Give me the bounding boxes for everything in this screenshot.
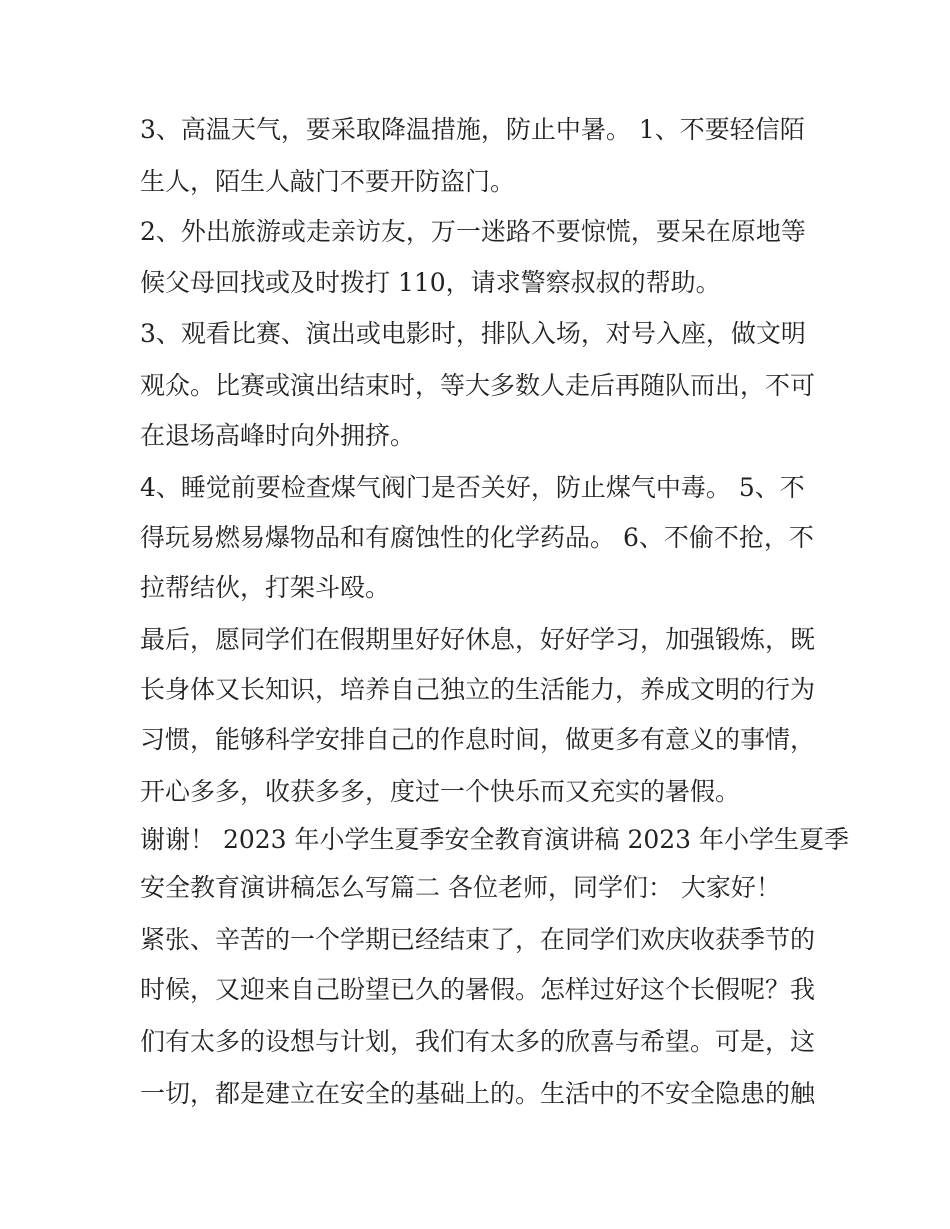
text-line: 拉帮结伙，打架斗殴。	[140, 573, 391, 602]
text-line: 一切，都是建立在安全的基础上的。生活中的不安全隐患的触	[140, 1079, 816, 1108]
text-line: 3、高温天气，要采取降温措施，防止中暑。 1、不要轻信陌	[140, 115, 805, 144]
text-line: 时候，又迎来自己盼望已久的暑假。怎样过好这个长假呢？我	[140, 975, 816, 1004]
text-line: 紧张、辛苦的一个学期已经结束了，在同学们欢庆收获季节的	[140, 925, 816, 954]
text-line: 谢谢！ 2023 年小学生夏季安全教育演讲稿 2023 年小学生夏季	[140, 825, 850, 854]
text-line: 观众。比赛或演出结束时，等大多数人走后再随队而出，不可	[140, 371, 816, 400]
text-line: 习惯，能够科学安排自己的作息时间，做更多有意义的事情，	[140, 725, 816, 754]
text-line: 最后，愿同学们在假期里好好休息，好好学习，加强锻炼，既	[140, 625, 816, 654]
text-line: 得玩易燃易爆物品和有腐蚀性的化学药品。 6、不偷不抢，不	[140, 523, 814, 552]
text-line: 长身体又长知识，培养自己独立的生活能力，养成文明的行为	[140, 675, 816, 704]
text-line: 在退场高峰时向外拥挤。	[140, 421, 416, 450]
text-line: 安全教育演讲稿怎么写篇二 各位老师，同学们： 大家好！	[140, 873, 781, 902]
text-line: 2、外出旅游或走亲访友，万一迷路不要惊慌，要呆在原地等	[140, 217, 806, 246]
text-line: 3、观看比赛、演出或电影时，排队入场，对号入座，做文明	[140, 319, 806, 348]
text-line: 候父母回找或及时拨打 110，请求警察叔叔的帮助。	[140, 268, 721, 297]
text-line: 们有太多的设想与计划，我们有太多的欣喜与希望。可是，这	[140, 1027, 816, 1056]
text-line: 4、睡觉前要检查煤气阀门是否关好，防止煤气中毒。 5、不	[140, 473, 805, 502]
text-line: 生人，陌生人敲门不要开防盗门。	[140, 167, 516, 196]
text-line: 开心多多，收获多多，度过一个快乐而又充实的暑假。	[140, 777, 741, 806]
